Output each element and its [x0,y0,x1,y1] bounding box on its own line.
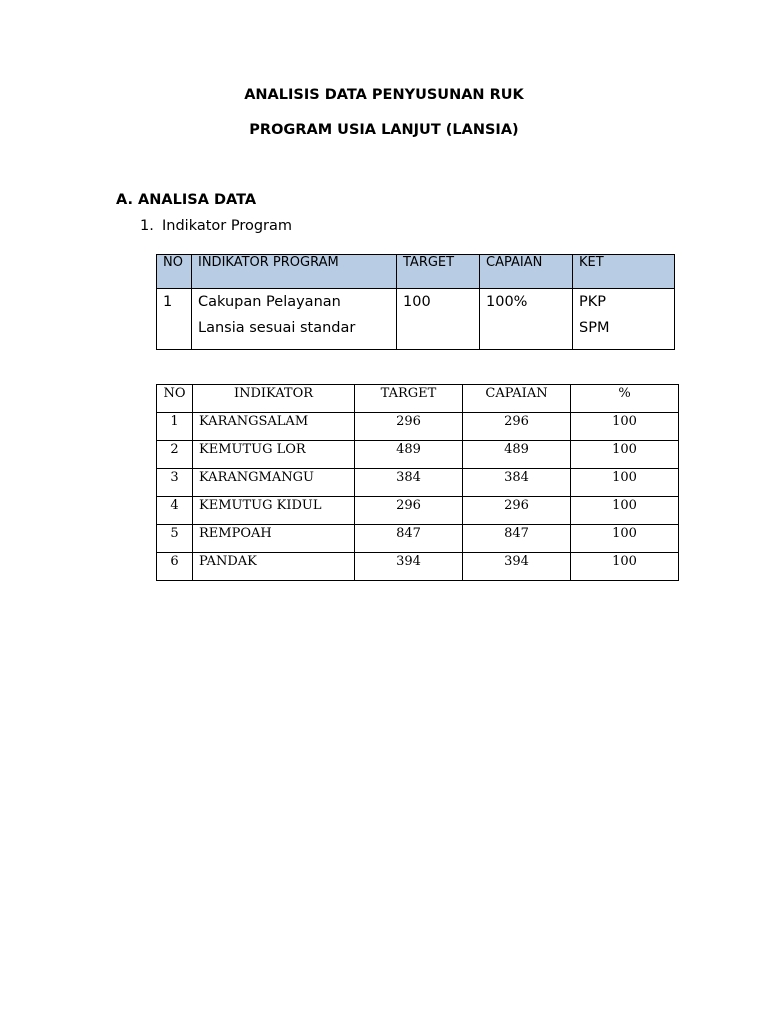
cell-capaian: 394 [463,553,571,581]
table-header-row [157,385,679,413]
cell-capaian: 296 [463,413,571,441]
table-row [157,525,679,553]
cell-indikator: KARANGMANGU [193,469,355,497]
table-header-row [157,255,675,289]
cell-indikator: PANDAK [193,553,355,581]
cell-no: 4 [157,497,193,525]
cell-ket-line2: SPM [579,320,610,336]
cell-target: 489 [355,441,463,469]
cell-percent: 100 [571,469,679,497]
cell-indikator: KEMUTUG LOR [193,441,355,469]
subsection-number: 1. [140,218,154,234]
header-capaian: CAPAIAN [463,385,571,413]
cell-target: 100 [397,289,480,350]
subsection-heading [140,218,292,234]
document-title: ANALISIS DATA PENYUSUNAN RUK [244,87,524,103]
cell-percent: 100 [571,497,679,525]
cell-percent: 100 [571,553,679,581]
cell-no: 3 [157,469,193,497]
cell-target: 384 [355,469,463,497]
cell-no: 5 [157,525,193,553]
cell-capaian: 384 [463,469,571,497]
cell-indikator [192,289,397,350]
cell-capaian: 296 [463,497,571,525]
cell-capaian: 489 [463,441,571,469]
cell-no: 2 [157,441,193,469]
header-indikator-program: INDIKATOR PROGRAM [192,255,397,289]
cell-ket-line1: PKP [579,294,606,310]
cell-indikator: REMPOAH [193,525,355,553]
cell-indikator-line2: Lansia sesuai standar [198,320,356,336]
table-row [157,497,679,525]
header-indikator: INDIKATOR [193,385,355,413]
header-no: NO [157,255,192,289]
cell-no: 6 [157,553,193,581]
cell-target: 394 [355,553,463,581]
cell-target: 847 [355,525,463,553]
cell-percent: 100 [571,525,679,553]
cell-no: 1 [157,289,192,350]
cell-capaian: 847 [463,525,571,553]
cell-percent: 100 [571,413,679,441]
header-no: NO [157,385,193,413]
cell-capaian: 100% [480,289,573,350]
cell-target: 296 [355,413,463,441]
document-subtitle: PROGRAM USIA LANJUT (LANSIA) [249,122,519,138]
village-indicator-table [156,384,679,581]
subsection-label: Indikator Program [162,218,293,234]
table-row [157,441,679,469]
table-row [157,413,679,441]
cell-indikator: KEMUTUG KIDUL [193,497,355,525]
table-row [157,469,679,497]
header-capaian: CAPAIAN [480,255,573,289]
cell-indikator: KARANGSALAM [193,413,355,441]
cell-target: 296 [355,497,463,525]
cell-percent: 100 [571,441,679,469]
header-percent: % [571,385,679,413]
cell-no: 1 [157,413,193,441]
indicator-program-table [156,254,675,350]
section-heading: A. ANALISA DATA [116,192,257,208]
table-row [157,289,675,350]
cell-ket [573,289,675,350]
header-ket: KET [573,255,675,289]
table-row [157,553,679,581]
cell-indikator-line1: Cakupan Pelayanan [198,294,341,310]
header-target: TARGET [397,255,480,289]
header-target: TARGET [355,385,463,413]
